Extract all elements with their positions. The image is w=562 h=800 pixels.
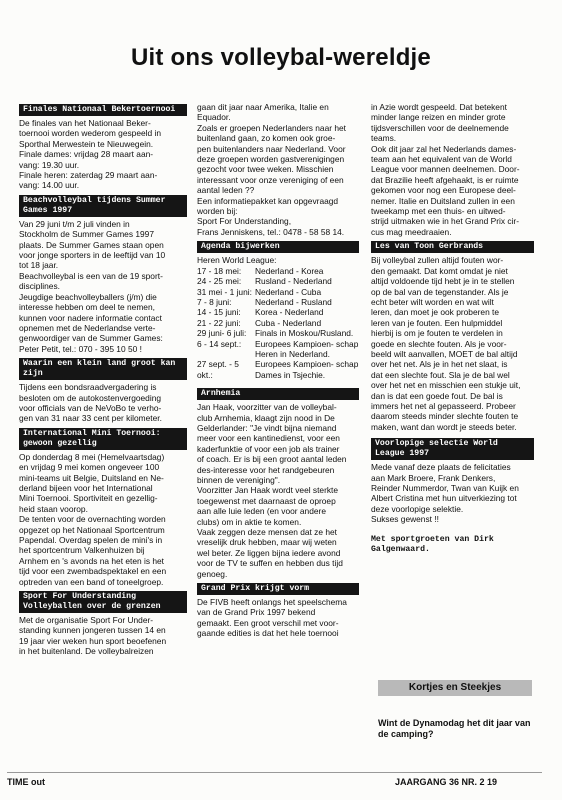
text-line: Bij volleybal zullen altijd fouten wor- <box>371 255 504 266</box>
text-line: maken, want dan wordt je steeds beter. <box>371 421 517 432</box>
agenda-row <box>197 297 359 307</box>
article-klein-land <box>19 358 187 424</box>
article-heading: Beachvolleybal tijdens Summer Games 1997 <box>19 195 187 217</box>
text-line: deze voorlopige selektie. <box>371 503 464 514</box>
text-line: teams. <box>371 133 397 144</box>
text-line: disciplines. <box>19 281 60 292</box>
article-body <box>19 452 187 587</box>
text-line: Op donderdag 8 mei (Hemelvaartsdag) <box>19 451 165 462</box>
article-heading: Voorlopige selectie World League 1997 <box>371 438 534 460</box>
text-line: Een informatiepakket kan opgevraagd <box>197 195 339 206</box>
text-line: aan alle luie leden (en voor andere <box>197 506 326 517</box>
text-line: standing kunnen jongeren tussen 14 en <box>19 625 166 636</box>
text-line: altijd voldoende tijd hebt je in te stellen <box>371 276 515 287</box>
agenda-date: 21 - 22 juni: <box>197 317 241 328</box>
text-line: kunnen voor nadere informatie contact <box>19 312 162 323</box>
text-line: League voor mannen deelnemen. Door- <box>371 164 520 175</box>
text-line: deze groepen worden gastverenigingen <box>197 154 345 165</box>
text-line: Peter Petit, tel.: 070 - 395 10 50 ! <box>19 343 142 354</box>
text-line: meer voor een kantinedienst, voor een <box>197 433 340 444</box>
column-2 <box>197 102 359 643</box>
text-line: De tenten voor de overnachting worden <box>19 514 166 525</box>
article-heading: Agenda bijwerken <box>197 241 359 253</box>
signature: Met sportgroeten van Dirk Galgenwaard. <box>371 534 494 554</box>
text-line: wel beter. Ze liggen bijna iedere avond <box>197 547 341 558</box>
text-line: pen buitenlanders naar Nederland. Voor <box>197 143 346 154</box>
text-line: op de bal van de tegenstander. Als je <box>371 286 509 297</box>
text-line: beeld wilt aanvallen, MOET de bal altijd <box>371 348 518 359</box>
text-line: Equador. <box>197 112 231 123</box>
agenda-row <box>197 328 359 338</box>
text-line: opgezet op het Nationaal Sportcentrum <box>19 524 165 535</box>
text-line: Arnhem en 's avonds na het eten is het <box>19 555 164 566</box>
article-sfu-continued <box>197 102 359 237</box>
agenda-row <box>197 307 359 317</box>
agenda-event: Finals in Moskou/Rusland. <box>255 328 354 339</box>
agenda-table <box>197 266 359 380</box>
text-line: Van 29 juni t/m 2 juli vinden in <box>19 218 130 229</box>
article-arnhemia <box>197 388 359 579</box>
article-voorlopige-selectie <box>371 438 534 555</box>
text-line: dat een slechte fout. Sla je de bal wel <box>371 369 510 380</box>
article-body <box>371 255 534 432</box>
text-line: team aan het equivalent van de World <box>371 154 512 165</box>
text-line: Sport For Understanding, <box>197 216 292 227</box>
page-title: Uit ons volleybal-wereldje <box>131 44 431 71</box>
text-line: kaderfunktie of voor een job als trainer <box>197 443 340 454</box>
text-line: Sukses gewenst !! <box>371 514 439 525</box>
text-line: gen van 31 naar 33 cent per kilometer. <box>19 413 162 424</box>
text-line: tijdsverschillen voor de deelnemende <box>371 122 509 133</box>
agenda-date: 7 - 8 juni: <box>197 296 232 307</box>
text-line: tijd voor een zwembadspektakel en een <box>19 566 167 577</box>
text-line: club Arnhemia, klaagt zijn nood in De <box>197 412 335 423</box>
article-heading: Arnhemia <box>197 388 359 400</box>
article-body <box>19 382 187 424</box>
article-body <box>19 118 187 191</box>
text-line: vang: 14.00 uur. <box>19 180 80 191</box>
agenda-event: Nederland - Rusland <box>255 296 332 307</box>
article-body <box>19 615 187 657</box>
article-agenda <box>197 241 359 380</box>
text-line: in het buitenland. De volleybalreizen <box>19 646 154 657</box>
text-line: Vaak zeggen deze mensen dat ze het <box>197 527 337 538</box>
text-line: opnemen met de Nederlandse verte- <box>19 322 156 333</box>
text-line: tweekamp met een thuis- en uitwed- <box>371 206 506 217</box>
agenda-event: Nederland - Cuba <box>255 286 322 297</box>
text-line: cus mag meedraaien. <box>371 226 452 237</box>
footer-magazine-name: TIME out <box>7 777 45 787</box>
text-line: genoeg. <box>197 568 228 579</box>
footer-issue-page: JAARGANG 36 NR. 2 19 <box>395 777 498 787</box>
text-line: De FIVB heeft onlangs het speelschema <box>197 597 347 608</box>
agenda-date: 31 mei - 1 juni: <box>197 286 252 297</box>
text-line: gaan dit jaar naar Amerika, Italie en <box>197 102 329 112</box>
text-line: gaande edities is dat het hele toernooi <box>197 628 339 639</box>
article-toon-gerbrands <box>371 241 534 432</box>
agenda-row <box>197 359 359 380</box>
text-line: toernooi worden wederom gespeeld in <box>19 128 161 139</box>
text-line: gezocht voor twee weken. Misschien <box>197 164 334 175</box>
agenda-event: Nederland - Korea <box>255 265 324 276</box>
article-sport-for-understanding <box>19 591 187 657</box>
text-line: derland bijeen voor het International <box>19 482 153 493</box>
agenda-event: Rusland - Nederland <box>255 276 332 287</box>
text-line: vang: 19.30 uur. <box>19 159 80 170</box>
text-line: worden bij: <box>197 206 238 217</box>
text-line: Beachvolleybal is een van de 19 sport- <box>19 270 163 281</box>
text-line: Voorzitter Jan Haak wordt veel sterkte <box>197 485 339 496</box>
text-line: plaats. De Summer Games staan open <box>19 239 164 250</box>
text-line: De finales van het Nationaal Beker- <box>19 118 151 128</box>
text-line: nemer. Italie en Duitsland zullen in een <box>371 195 515 206</box>
text-line: 19 jaar vier weken hun sport beoefenen <box>19 635 167 646</box>
article-heading: Les van Toon Gerbrands <box>371 241 534 253</box>
text-line: dan is dat een goede fout. De bal is <box>371 390 503 401</box>
text-line: Jan Haak, voorzitter van de volleybal- <box>197 402 337 413</box>
article-body <box>197 597 359 639</box>
text-line: en vrijdag 9 mei komen ongeveer 100 <box>19 462 160 473</box>
text-line: vreselijk druk hebben, maar wij weten <box>197 537 337 548</box>
article-heading: Waarin een klein land groot kan zijn <box>19 358 187 380</box>
agenda-date: 6 - 14 sept.: <box>197 338 242 349</box>
text-line: tot 18 jaar. <box>19 260 59 271</box>
text-line: clubs) om in aktie te komen. <box>197 516 302 527</box>
article-body <box>19 219 187 354</box>
text-line: gemaakt. Een groot verschil met voor- <box>197 617 339 628</box>
text-line: leren, dan moet je ook proberen te <box>371 307 500 318</box>
agenda-row <box>197 339 359 360</box>
text-line: Sporthal Merwestein te Nieuwegein. <box>19 138 154 149</box>
text-line: des-interesse voor het randgebeuren <box>197 464 335 475</box>
agenda-event: Cuba - Nederland <box>255 317 322 328</box>
kortjes-banner: Kortjes en Steekjes <box>378 680 532 696</box>
text-line: minder lange reizen en minder grote <box>371 112 506 123</box>
article-body <box>197 402 359 579</box>
article-heading: International Mini Toernooi: gewoon gezellig <box>19 428 187 450</box>
text-line: voor de TV te suffen en hebben dus tijd <box>197 558 343 569</box>
text-line: echt beter wilt worden en wat wilt <box>371 296 494 307</box>
text-line: van de Grand Prix 1997 bekend <box>197 607 316 618</box>
agenda-date: 29 juni- 6 juli: <box>197 328 247 339</box>
article-heading: Finales Nationaal Bekertoernooi <box>19 104 187 116</box>
text-line: Gelderlander: "Je vindt bijna niemand <box>197 422 337 433</box>
agenda-date: 24 - 25 mei: <box>197 276 242 287</box>
article-heading: Sport For Understanding Volleyballen over de grenzen <box>19 591 187 613</box>
article-mini-toernooi <box>19 428 187 587</box>
text-line: aantal leden ?? <box>197 185 255 196</box>
agenda-row <box>197 276 359 286</box>
text-line: interessant voor onze vereniging of een <box>197 174 344 185</box>
text-line: aan Mark Broere, Frank Denkers, <box>371 472 496 483</box>
text-line: gekomen voor nog een Europese deel- <box>371 185 516 196</box>
column-1 <box>19 102 187 661</box>
text-line: strijd uitmaken wie in het Grand Prix cir- <box>371 216 520 227</box>
article-grand-prix-continued <box>371 102 534 237</box>
text-line: in Azie wordt gespeeld. Dat betekent <box>371 102 507 112</box>
agenda-row <box>197 266 359 276</box>
agenda-event: Europees Kampioen- schap Dames in Tsjechie. <box>255 359 359 380</box>
text-line: hierbij is om je fouten te verdelen in <box>371 328 503 339</box>
text-line: Frans Jenniskens, tel.: 0478 - 58 58 14. <box>197 226 345 237</box>
article-body <box>197 102 359 237</box>
text-line: goede en slechte fouten. Als je voor- <box>371 338 507 349</box>
text-line: buitenland gaan, zo komen ook groe- <box>197 133 336 144</box>
agenda-event: Europees Kampioen- schap Heren in Nederland. <box>255 338 359 359</box>
article-finales <box>19 104 187 191</box>
agenda-date: 17 - 18 mei: <box>197 265 242 276</box>
agenda-row <box>197 287 359 297</box>
agenda-intro: Heren World League: <box>197 255 277 266</box>
text-line: Finale heren: zaterdag 29 maart aan- <box>19 170 158 181</box>
text-line: mini-teams uit Belgie, Duitsland en Ne- <box>19 472 164 483</box>
text-line: Zoals er groepen Nederlanders naar het <box>197 122 346 133</box>
text-line: Mini Toernooi. Sportiviteit en gezellig- <box>19 493 158 504</box>
text-line: dat Brazilie heeft afgehaakt, is er ruimte <box>371 174 519 185</box>
text-line: optreden van een band of toneelgroep. <box>19 576 164 587</box>
text-line: over het net. Als je in het net slaat, is <box>371 359 508 370</box>
text-line: Albert Cristina met hun uitverkiezing tot <box>371 493 517 504</box>
text-line: heid staan voorop. <box>19 503 88 514</box>
text-line: daarom steeds minder slechte fouten te <box>371 411 519 422</box>
text-line: voor jonge sporters in de leeftijd van 10 <box>19 250 166 261</box>
column-3 <box>371 102 534 559</box>
dynamodag-question: Wint de Dynamodag het dit jaar van de camping? <box>378 718 531 739</box>
text-line: leren van je fouten. Een hulpmiddel <box>371 317 503 328</box>
text-line: Reinder Nummerdor, Twan van Kuijk en <box>371 483 519 493</box>
text-line: Jeugdige beachvolleyballers (j/m) die <box>19 291 157 302</box>
footer-rule <box>7 772 542 773</box>
text-line: Papendal. Overdag spelen de mini's in <box>19 535 163 545</box>
text-line: genwoordiger van de Summer Games: <box>19 333 163 344</box>
agenda-date: 14 - 15 juni: <box>197 307 241 318</box>
text-line: Tijdens een bondsraadvergadering is <box>19 382 157 393</box>
agenda-event: Korea - Nederland <box>255 307 324 318</box>
text-line: Ook dit jaar zal het Nederlands dames- <box>371 143 517 154</box>
text-line: besloten om de autokostenvergoeding <box>19 392 162 403</box>
text-line: Mede vanaf deze plaats de felicitaties <box>371 462 511 473</box>
agenda-date: 27 sept. - 5 okt.: <box>197 359 239 380</box>
text-line: het sportcentrum Valkenhuizen bij <box>19 545 145 556</box>
text-line: Stockholm de Summer Games 1997 <box>19 229 154 240</box>
article-body <box>371 102 534 237</box>
text-line: interesse hebben om deel te nemen, <box>19 302 155 313</box>
article-beachvolleybal <box>19 195 187 354</box>
text-line: den gemaakt. Dat komt omdat je niet <box>371 265 508 276</box>
text-line: binnen de vereniging". <box>197 475 281 485</box>
article-grand-prix <box>197 583 359 639</box>
text-line: immers het net al gepasseerd. Probeer <box>371 400 516 411</box>
text-line: over het net en misschien een stukje uit, <box>371 380 521 391</box>
text-line: toegewenst met daarnaast de oproep <box>197 495 336 506</box>
article-body <box>371 462 534 524</box>
text-line: of coach. Er is bij een groot aantal leden <box>197 454 347 465</box>
text-line: Met de organisatie Sport For Under- <box>19 615 154 626</box>
agenda-row <box>197 318 359 328</box>
text-line: Finale dames: vrijdag 28 maart aan- <box>19 149 154 160</box>
article-heading: Grand Prix krijgt vorm <box>197 583 359 595</box>
text-line: voor officials van de NeVoBo te verho- <box>19 402 162 413</box>
